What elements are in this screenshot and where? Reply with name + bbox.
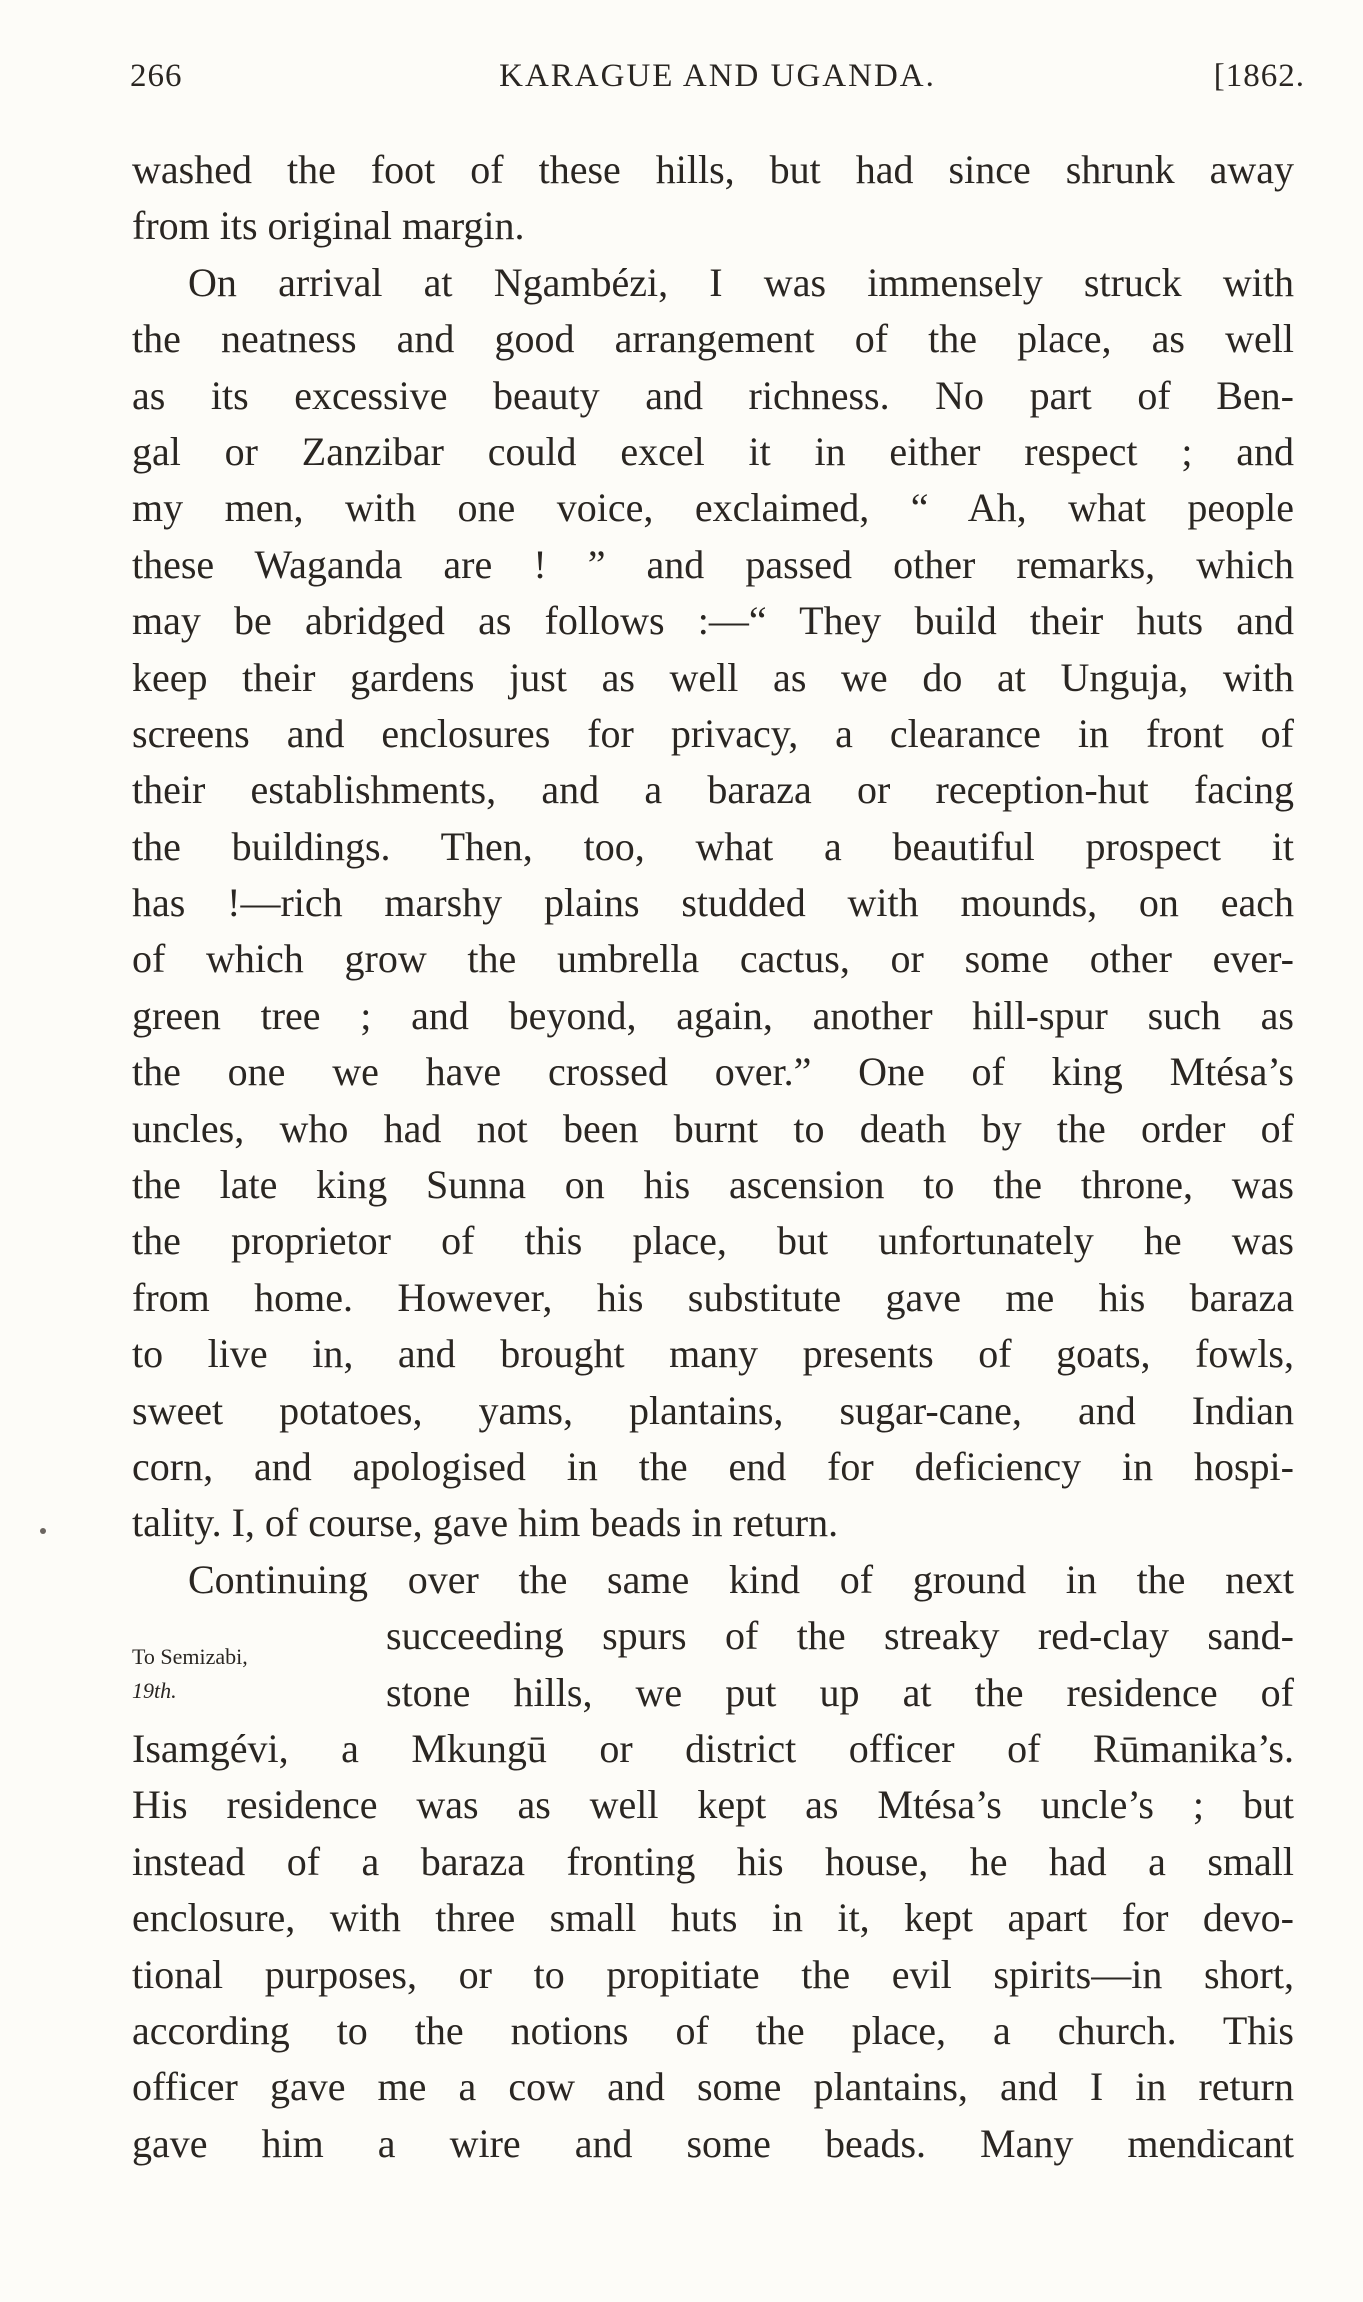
body-text <box>132 142 1294 2172</box>
text-line: of which grow the umbrella cactus, or some other ever- <box>132 936 1294 982</box>
page-number: 266 <box>130 58 183 94</box>
text-line: my men, with one voice, exclaimed, “ Ah, what people <box>132 485 1294 531</box>
text-line: On arrival at Ngambézi, I was immensely struck with <box>188 259 1294 305</box>
text-line: His residence was as well kept as Mtésa’s uncle’s ; but <box>132 1782 1294 1828</box>
text-line: green tree ; and beyond, again, another hill-spur such as <box>132 992 1294 1038</box>
text-line: has !—rich marshy plains studded with mounds, on each <box>132 880 1294 926</box>
text-line: to live in, and brought many presents of goats, fowls, <box>132 1331 1294 1377</box>
text-line: these Waganda are ! ” and passed other remarks, which <box>132 541 1294 587</box>
text-line: Isamgévi, a Mkungū or district officer of Rūmanika’s. <box>132 1725 1294 1771</box>
text-line: Continuing over the same kind of ground in the next <box>188 1556 1294 1602</box>
text-line: the late king Sunna on his ascension to the throne, was <box>132 1162 1294 1208</box>
text-line: screens and enclosures for privacy, a clearance in front of <box>132 710 1294 756</box>
text-line: according to the notions of the place, a church. This <box>132 2007 1294 2053</box>
stray-ink-mark <box>40 1528 46 1534</box>
text-line: keep their gardens just as well as we do at Unguja, with <box>132 654 1294 700</box>
text-line: washed the foot of these hills, but had since shrunk away <box>132 147 1294 192</box>
running-head <box>130 48 1305 108</box>
margin-note-place: To Semizabi, <box>132 1644 248 1669</box>
text-line: enclosure, with three small huts in it, kept apart for devo- <box>132 1895 1294 1941</box>
text-line: tality. I, of course, gave him beads in return. <box>132 1500 839 1546</box>
text-line: officer gave me a cow and some plantains, and I in return <box>132 2064 1294 2110</box>
text-line: from home. However, his substitute gave me his baraza <box>132 1274 1294 1320</box>
margin-note-date: 19th. <box>132 1678 177 1703</box>
text-line: tional purposes, or to propitiate the evil spirits—in short, <box>132 1951 1294 1997</box>
text-line: their establishments, and a baraza or reception-hut facing <box>132 767 1294 813</box>
text-line: the neatness and good arrangement of the place, as well <box>132 316 1294 362</box>
text-line: uncles, who had not been burnt to death by the order of <box>132 1105 1294 1151</box>
text-line: instead of a baraza fronting his house, he had a small <box>132 1838 1294 1884</box>
text-line: the buildings. Then, too, what a beautiful prospect it <box>132 823 1294 869</box>
text-line: as its excessive beauty and richness. No part of Ben- <box>132 372 1294 418</box>
text-line: succeeding spurs of the streaky red-clay sand- <box>386 1613 1294 1659</box>
text-line: may be abridged as follows :—“ They build their huts and <box>132 598 1294 644</box>
text-line: stone hills, we put up at the residence of <box>386 1669 1294 1715</box>
text-line: the proprietor of this place, but unfortunately he was <box>132 1218 1294 1264</box>
text-line: sweet potatoes, yams, plantains, sugar-cane, and Indian <box>132 1387 1294 1433</box>
text-line: gave him a wire and some beads. Many mendicant <box>132 2120 1294 2166</box>
text-line: gal or Zanzibar could excel it in either respect ; and <box>132 428 1294 474</box>
text-line: the one we have crossed over.” One of king Mtésa’s <box>132 1049 1294 1095</box>
running-year: [1862. <box>1213 58 1305 94</box>
text-line: from its original margin. <box>132 203 525 249</box>
text-line: corn, and apologised in the end for deficiency in hospi- <box>132 1443 1294 1489</box>
running-title: KARAGUE AND UGANDA. <box>499 58 936 94</box>
